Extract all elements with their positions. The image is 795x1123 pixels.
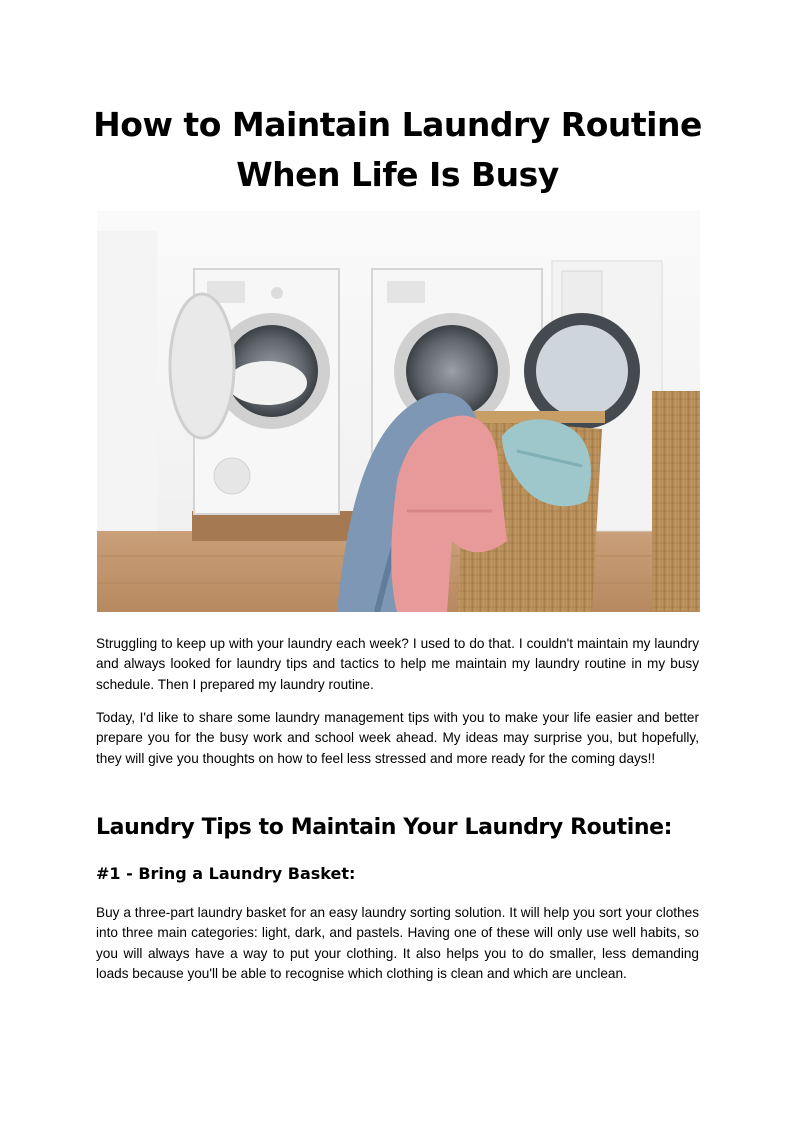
tip-1-body: Buy a three-part laundry basket for an easy laundry sorting solution. It will help you sort your clothes into three main categories: light, dark, and pastels. Having one of these will only use well habits, so you will always have a way to put your clothing. It also helps you to do smaller, less demanding loads because you'll be able to recognise which clothing is clean and which are unclean. [96, 905, 699, 982]
intro-paragraph-1: Struggling to keep up with your laundry each week? I used to do that. I couldn't maintain my laundry and always looked for laundry tips and tactics to help me maintain my laundry routine in my busy schedule. Then I prepared my laundry routine. [96, 636, 699, 692]
article-title: How to Maintain Laundry Routine When Life Is Busy [93, 105, 702, 194]
section-heading: Laundry Tips to Maintain Your Laundry Routine: [96, 815, 673, 840]
hero-image-laundry-room [97, 211, 700, 612]
tip-1-heading: #1 - Bring a Laundry Basket: [96, 864, 356, 883]
intro-paragraph-2: Today, I'd like to share some laundry management tips with you to make your life easier and better prepare you for the busy work and school week ahead. My ideas may surprise you, but hopefully, they will give you thoughts on how to feel less stressed and more ready for the coming days!! [96, 710, 699, 766]
